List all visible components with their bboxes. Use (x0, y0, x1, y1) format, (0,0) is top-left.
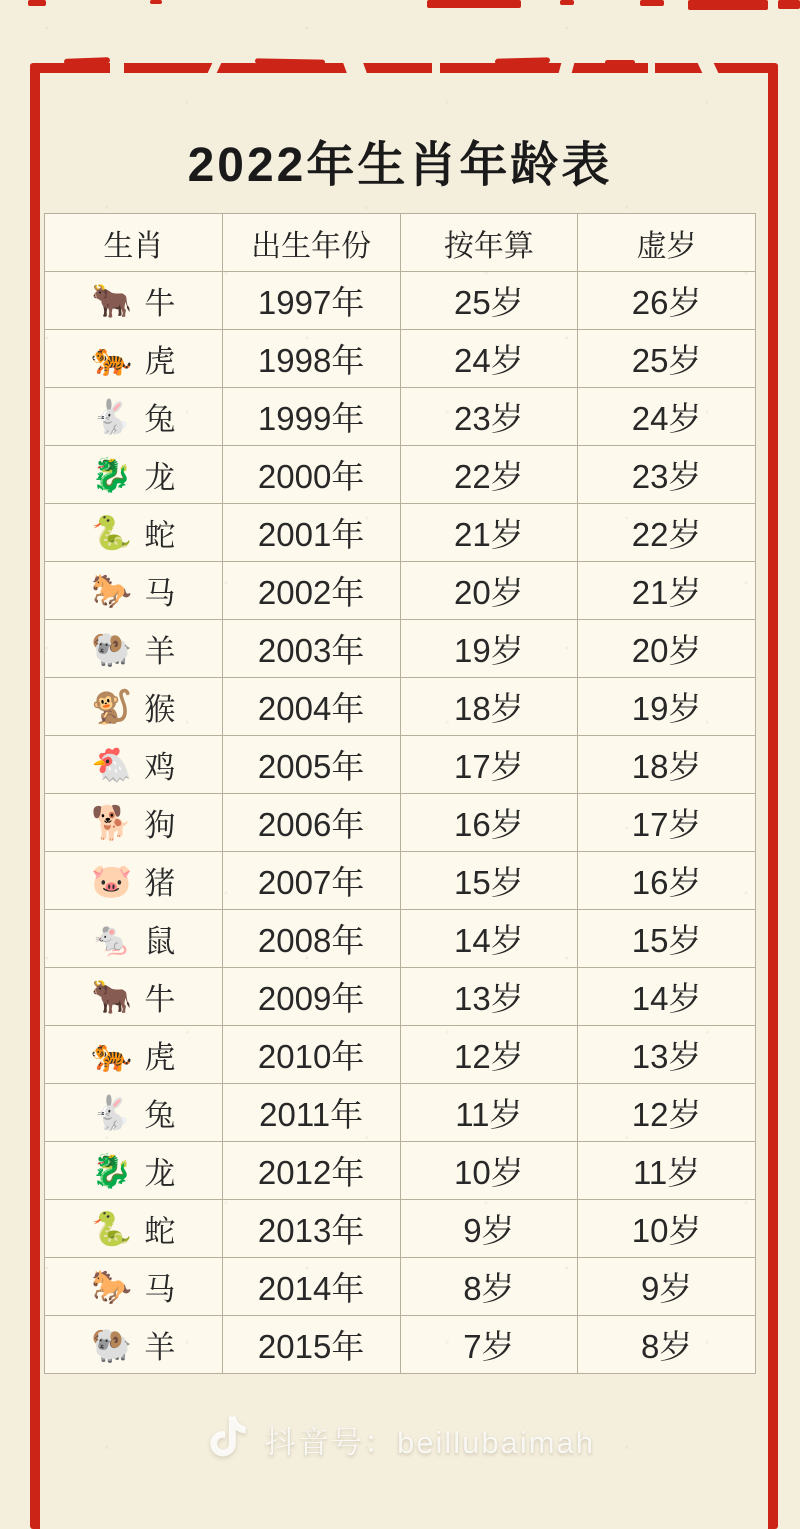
zodiac-cell-inner (91, 626, 175, 671)
zodiac-cell-inner (91, 336, 175, 381)
rabbit-emoji: 🐇 (91, 398, 133, 435)
table-row (45, 1316, 756, 1374)
zodiac-cell (45, 562, 223, 620)
age-by-year-cell: 18岁 (400, 678, 578, 736)
zodiac-animal-name: 虎 (144, 1040, 176, 1075)
zodiac-animal-name: 蛇 (144, 518, 176, 553)
zodiac-cell (45, 794, 223, 852)
nominal-age-cell: 26岁 (578, 272, 756, 330)
birth-year-cell: 1998年 (222, 330, 400, 388)
zodiac-cell (45, 852, 223, 910)
birth-year-cell: 2015年 (222, 1316, 400, 1374)
table-row (45, 1142, 756, 1200)
zodiac-cell-inner (91, 916, 175, 961)
frame-distress-notch (432, 61, 440, 75)
age-by-year-cell: 21岁 (400, 504, 578, 562)
monkey-emoji: 🐒 (91, 688, 133, 725)
nominal-age-cell: 22岁 (578, 504, 756, 562)
page-title: 2022年生肖年龄表 (187, 139, 613, 192)
zodiac-animal-name: 猪 (144, 866, 176, 901)
age-by-year-cell: 11岁 (400, 1084, 578, 1142)
table-row (45, 330, 756, 388)
age-by-year-cell: 15岁 (400, 852, 578, 910)
header-row (45, 214, 756, 272)
zodiac-animal-name: 狗 (144, 808, 176, 843)
zodiac-cell-inner (91, 974, 175, 1019)
zodiac-cell (45, 968, 223, 1026)
frame-distress-notch (110, 61, 124, 75)
ox-emoji: 🐂 (91, 978, 133, 1015)
ox-emoji: 🐂 (91, 282, 133, 319)
age-by-year-cell: 22岁 (400, 446, 578, 504)
birth-year-cell: 2000年 (222, 446, 400, 504)
zodiac-cell-inner (91, 684, 175, 729)
zodiac-cell (45, 678, 223, 736)
watermark (0, 1414, 800, 1464)
zodiac-animal-name: 马 (144, 576, 176, 611)
zodiac-animal-name: 马 (144, 1272, 176, 1307)
zodiac-cell-inner (91, 742, 175, 787)
birth-year-cell: 2006年 (222, 794, 400, 852)
nominal-age-cell: 13岁 (578, 1026, 756, 1084)
zodiac-cell (45, 388, 223, 446)
table-row (45, 1258, 756, 1316)
top-edge-mark (28, 0, 46, 6)
douyin-note-icon (205, 1414, 249, 1464)
zodiac-cell-inner (91, 394, 175, 439)
zodiac-cell (45, 910, 223, 968)
zodiac-cell (45, 272, 223, 330)
age-by-year-cell: 16岁 (400, 794, 578, 852)
zodiac-cell-inner (91, 452, 175, 497)
dragon-emoji: 🐉 (91, 456, 133, 493)
snake-emoji: 🐍 (91, 1210, 133, 1247)
zodiac-animal-name: 龙 (144, 460, 176, 495)
birth-year-cell: 2014年 (222, 1258, 400, 1316)
nominal-age-cell: 21岁 (578, 562, 756, 620)
table-row (45, 910, 756, 968)
top-edge-mark (560, 0, 574, 5)
horse-emoji: 🐎 (91, 1268, 133, 1305)
frame-distress-notch (648, 61, 655, 75)
zodiac-cell-inner (91, 800, 175, 845)
zodiac-animal-name: 兔 (144, 1098, 176, 1133)
goat-emoji: 🐏 (91, 1326, 133, 1363)
zodiac-animal-name: 羊 (144, 1330, 176, 1365)
nominal-age-cell: 17岁 (578, 794, 756, 852)
zodiac-cell (45, 1316, 223, 1374)
frame-distress-notch (697, 61, 720, 75)
dog-emoji: 🐕 (91, 804, 133, 841)
age-by-year-cell: 17岁 (400, 736, 578, 794)
table-row (45, 620, 756, 678)
header-nominal-age: 虚岁 (578, 214, 756, 272)
zodiac-cell (45, 736, 223, 794)
nominal-age-cell: 11岁 (578, 1142, 756, 1200)
birth-year-cell: 2008年 (222, 910, 400, 968)
goat-emoji: 🐏 (91, 630, 133, 667)
header-age-by-year: 按年算 (400, 214, 578, 272)
nominal-age-cell: 12岁 (578, 1084, 756, 1142)
horse-emoji: 🐎 (91, 572, 133, 609)
rooster-emoji: 🐔 (91, 746, 133, 783)
zodiac-animal-name: 牛 (144, 286, 176, 321)
table-row (45, 968, 756, 1026)
zodiac-cell-inner (91, 1206, 175, 1251)
frame-distress-notch (207, 61, 223, 75)
zodiac-cell-inner (91, 1032, 175, 1077)
age-by-year-cell: 8岁 (400, 1258, 578, 1316)
zodiac-cell (45, 1084, 223, 1142)
zodiac-cell-inner (91, 1322, 175, 1367)
top-edge-mark (150, 0, 162, 4)
zodiac-animal-name: 鸡 (144, 750, 176, 785)
snake-emoji: 🐍 (91, 514, 133, 551)
zodiac-cell (45, 504, 223, 562)
table-row (45, 1200, 756, 1258)
nominal-age-cell: 20岁 (578, 620, 756, 678)
zodiac-cell-inner (91, 1090, 175, 1135)
nominal-age-cell: 23岁 (578, 446, 756, 504)
zodiac-cell-inner (91, 1264, 175, 1309)
zodiac-cell-inner (91, 858, 175, 903)
zodiac-animal-name: 虎 (144, 344, 176, 379)
header-birth-year: 出生年份 (222, 214, 400, 272)
zodiac-cell-inner (91, 510, 175, 555)
table-row (45, 736, 756, 794)
age-by-year-cell: 20岁 (400, 562, 578, 620)
frame-distress-blob (605, 60, 635, 65)
zodiac-cell-inner (91, 278, 175, 323)
nominal-age-cell: 9岁 (578, 1258, 756, 1316)
zodiac-cell-inner (91, 568, 175, 613)
table-row (45, 852, 756, 910)
age-by-year-cell: 23岁 (400, 388, 578, 446)
age-by-year-cell: 7岁 (400, 1316, 578, 1374)
frame-distress-blob (495, 57, 550, 64)
table-row (45, 388, 756, 446)
age-by-year-cell: 13岁 (400, 968, 578, 1026)
zodiac-animal-name: 龙 (144, 1156, 176, 1191)
age-by-year-cell: 12岁 (400, 1026, 578, 1084)
zodiac-cell (45, 1258, 223, 1316)
zodiac-cell (45, 1200, 223, 1258)
birth-year-cell: 2011年 (222, 1084, 400, 1142)
nominal-age-cell: 25岁 (578, 330, 756, 388)
zodiac-animal-name: 兔 (144, 402, 176, 437)
pig-emoji: 🐷 (91, 862, 133, 899)
table-row (45, 794, 756, 852)
birth-year-cell: 2005年 (222, 736, 400, 794)
zodiac-animal-name: 羊 (144, 634, 176, 669)
birth-year-cell: 2004年 (222, 678, 400, 736)
birth-year-cell: 2003年 (222, 620, 400, 678)
nominal-age-cell: 8岁 (578, 1316, 756, 1374)
nominal-age-cell: 15岁 (578, 910, 756, 968)
zodiac-cell (45, 620, 223, 678)
frame-distress-blob (255, 58, 325, 64)
top-edge-mark (688, 0, 768, 10)
zodiac-animal-name: 蛇 (144, 1214, 176, 1249)
age-by-year-cell: 14岁 (400, 910, 578, 968)
nominal-age-cell: 14岁 (578, 968, 756, 1026)
birth-year-cell: 2002年 (222, 562, 400, 620)
birth-year-cell: 1997年 (222, 272, 400, 330)
zodiac-cell (45, 330, 223, 388)
header-zodiac: 生肖 (45, 214, 223, 272)
table-row (45, 1084, 756, 1142)
birth-year-cell: 1999年 (222, 388, 400, 446)
zodiac-cell (45, 1026, 223, 1084)
birth-year-cell: 2012年 (222, 1142, 400, 1200)
table-row (45, 562, 756, 620)
top-edge-mark (778, 0, 800, 9)
age-by-year-cell: 10岁 (400, 1142, 578, 1200)
birth-year-cell: 2009年 (222, 968, 400, 1026)
rabbit-emoji: 🐇 (91, 1094, 133, 1131)
table-row (45, 678, 756, 736)
zodiac-animal-name: 鼠 (144, 924, 176, 959)
table-row (45, 504, 756, 562)
zodiac-animal-name: 牛 (144, 982, 176, 1017)
birth-year-cell: 2010年 (222, 1026, 400, 1084)
nominal-age-cell: 18岁 (578, 736, 756, 794)
age-by-year-cell: 24岁 (400, 330, 578, 388)
zodiac-age-table (44, 213, 756, 1374)
tiger-emoji: 🐅 (91, 340, 133, 377)
age-by-year-cell: 9岁 (400, 1200, 578, 1258)
nominal-age-cell: 16岁 (578, 852, 756, 910)
age-by-year-cell: 19岁 (400, 620, 578, 678)
table-row (45, 1026, 756, 1084)
frame-distress-notch (342, 61, 367, 75)
table-row (45, 272, 756, 330)
zodiac-cell-inner (91, 1148, 175, 1193)
dragon-emoji: 🐉 (91, 1152, 133, 1189)
rat-emoji: 🐁 (91, 920, 133, 957)
tiger-emoji: 🐅 (91, 1036, 133, 1073)
top-edge-mark (640, 0, 664, 6)
table-row (45, 446, 756, 504)
frame-distress-blob (64, 57, 110, 65)
frame-distress-notch (558, 61, 575, 75)
top-edge-mark (427, 0, 521, 8)
zodiac-animal-name: 猴 (144, 692, 176, 727)
zodiac-cell (45, 1142, 223, 1200)
birth-year-cell: 2013年 (222, 1200, 400, 1258)
age-by-year-cell: 25岁 (400, 272, 578, 330)
table-header (45, 214, 756, 272)
nominal-age-cell: 19岁 (578, 678, 756, 736)
watermark-text: 抖音号：beillubaimah (264, 1424, 596, 1460)
zodiac-cell (45, 446, 223, 504)
table-body (45, 272, 756, 1374)
nominal-age-cell: 10岁 (578, 1200, 756, 1258)
birth-year-cell: 2001年 (222, 504, 400, 562)
nominal-age-cell: 24岁 (578, 388, 756, 446)
birth-year-cell: 2007年 (222, 852, 400, 910)
